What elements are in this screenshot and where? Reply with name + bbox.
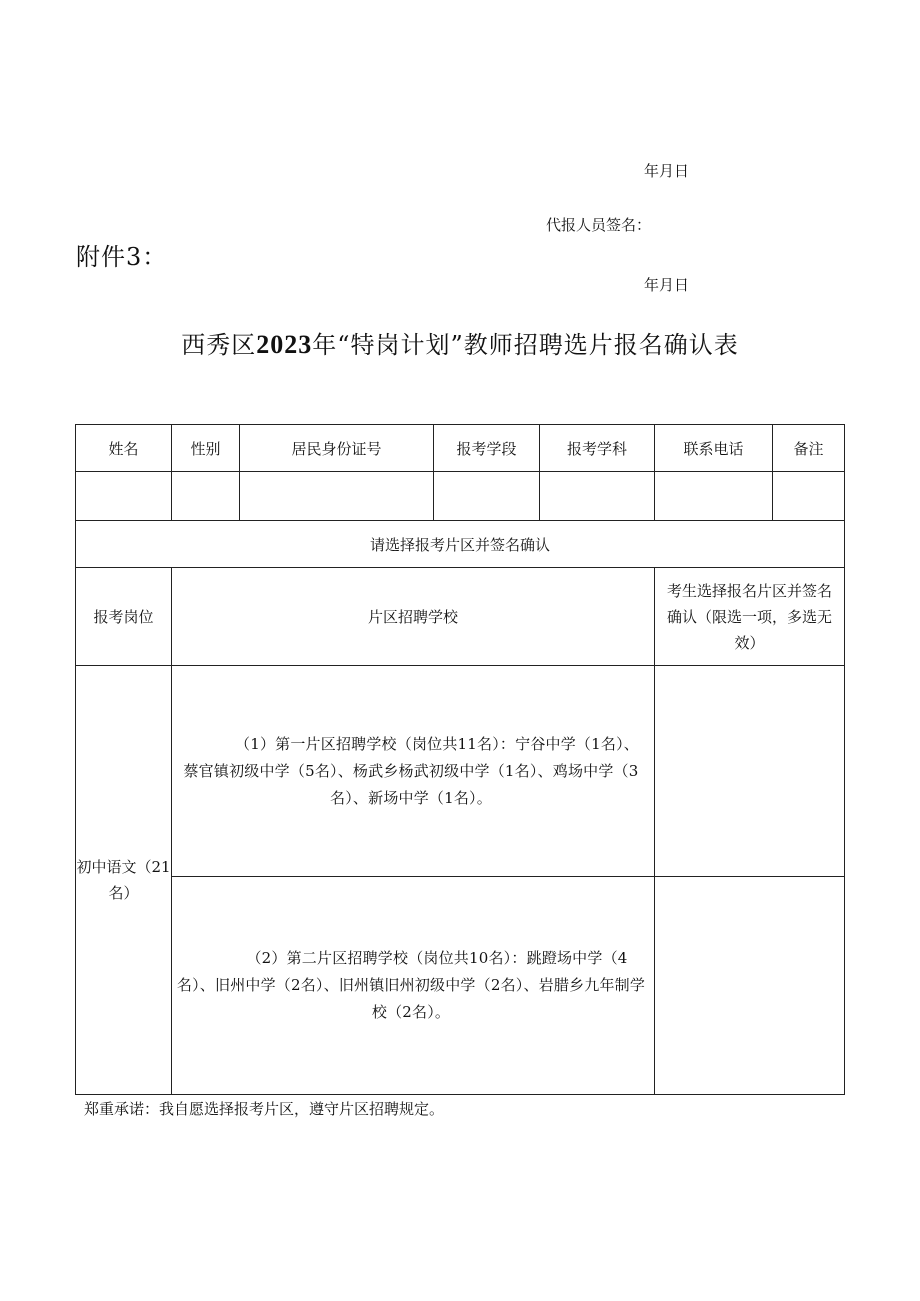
title-suffix: 年“特岗计划”教师招聘选片报名确认表	[312, 331, 739, 359]
zone-row-2	[76, 877, 845, 1095]
zone-2-text: （2）第二片区招聘学校（岗位共10名）：跳蹬场中学（4名）、旧州中学（2名）、旧州镇旧州初级中学（2名）、岩腊乡九年制学校（2名）。	[176, 949, 646, 1021]
post-value: 初中语文（21名）	[76, 666, 172, 1095]
header-row	[76, 425, 845, 472]
date-line-second: 年月日	[644, 276, 690, 294]
title-year: 2023	[256, 330, 313, 359]
cell-name[interactable]	[76, 472, 172, 521]
col-header-id-number: 居民身份证号	[240, 425, 434, 472]
title-prefix: 西秀区	[181, 331, 257, 359]
cell-subject[interactable]	[540, 472, 655, 521]
page-title	[0, 325, 920, 360]
zone-1-text: （1）第一片区招聘学校（岗位共11名）：宁谷中学（1名）、蔡官镇初级中学（5名）、杨武乡杨武初级中学（1名）、鸡场中学（3名）、新场中学（1名）。	[183, 734, 639, 807]
col-header-remarks: 备注	[773, 425, 845, 472]
col-header-subject: 报考学科	[540, 425, 655, 472]
post-header: 报考岗位	[76, 568, 172, 666]
zone-selection-prompt: 请选择报考片区并签名确认	[76, 521, 845, 568]
cell-remarks[interactable]	[773, 472, 845, 521]
cell-stage[interactable]	[434, 472, 540, 521]
zone-1-schools	[172, 666, 655, 877]
cell-gender[interactable]	[172, 472, 240, 521]
promise-statement: 郑重承诺：我自愿选择报考片区，遵守片区招聘规定。	[84, 1100, 445, 1118]
registration-table	[75, 424, 845, 1095]
zone-header-row	[76, 568, 845, 666]
attachment-label: 附件3：	[76, 243, 168, 271]
zone-2-schools	[172, 877, 655, 1095]
schools-header: 片区招聘学校	[172, 568, 655, 666]
col-header-phone: 联系电话	[655, 425, 773, 472]
col-header-gender: 性别	[172, 425, 240, 472]
zone-1-signature-cell[interactable]	[655, 666, 845, 877]
zone-2-signature-cell[interactable]	[655, 877, 845, 1095]
date-line-top: 年月日	[644, 162, 690, 180]
confirm-header: 考生选择报名片区并签名确认（限选一项，多选无效）	[655, 568, 845, 666]
prompt-row	[76, 521, 845, 568]
col-header-stage: 报考学段	[434, 425, 540, 472]
col-header-name: 姓名	[76, 425, 172, 472]
cell-phone[interactable]	[655, 472, 773, 521]
zone-row-1	[76, 666, 845, 877]
entry-row	[76, 472, 845, 521]
proxy-signature-label: 代报人员签名：	[546, 216, 652, 234]
cell-id-number[interactable]	[240, 472, 434, 521]
